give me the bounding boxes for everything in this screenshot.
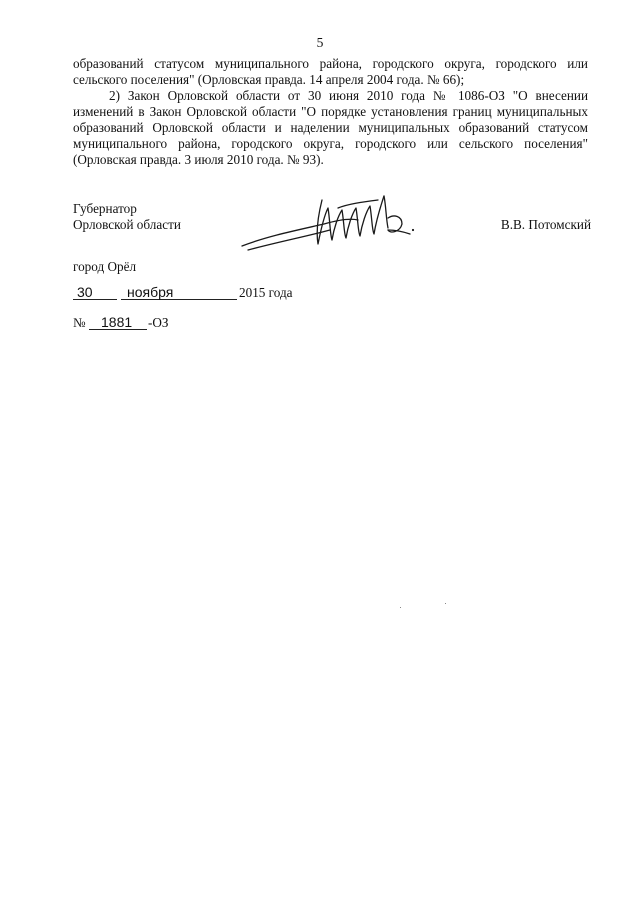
law-number-field bbox=[89, 315, 147, 330]
city-name: город Орёл bbox=[73, 259, 137, 274]
document-body bbox=[73, 56, 588, 168]
signer-title bbox=[73, 201, 181, 233]
page-number: 5 bbox=[316, 35, 324, 50]
number-sign: № bbox=[73, 315, 86, 330]
law-number-line bbox=[73, 315, 273, 335]
paragraph-1: образований статусом муниципального района, городского округа, городского или сельского поселения" (Орловская правда. 14 апреля 2004 года. № 66); bbox=[73, 56, 588, 87]
signer-name: В.В. Потомский bbox=[500, 217, 591, 232]
handwritten-signature bbox=[238, 178, 418, 258]
date-month-field bbox=[121, 285, 193, 300]
signer-title-line-1: Губернатор bbox=[73, 201, 137, 216]
date-day: 30 bbox=[77, 284, 93, 300]
law-number-suffix: -ОЗ bbox=[148, 315, 169, 330]
date-month: ноября bbox=[127, 284, 174, 300]
paragraph-2: 2) Закон Орловской области от 30 июня 2010 года № 1086-ОЗ "О внесении изменений в Закон Орловской области "О порядке установления границ муниципальных образований Орловской области и наделении муниципальных образований статусом муниципального района, городского округа, городского или сельского поселения" (Орловская правда. 3 июля 2010 года. № 93). bbox=[73, 88, 588, 167]
scan-speck bbox=[445, 603, 446, 604]
signing-date bbox=[73, 285, 313, 305]
signer-title-line-2: Орловской области bbox=[73, 217, 181, 232]
date-day-field bbox=[73, 285, 117, 300]
law-number: 1881 bbox=[101, 314, 133, 330]
date-year: 2015 года bbox=[239, 285, 293, 300]
date-month-blank-extension bbox=[193, 285, 237, 300]
scan-speck bbox=[400, 607, 401, 608]
